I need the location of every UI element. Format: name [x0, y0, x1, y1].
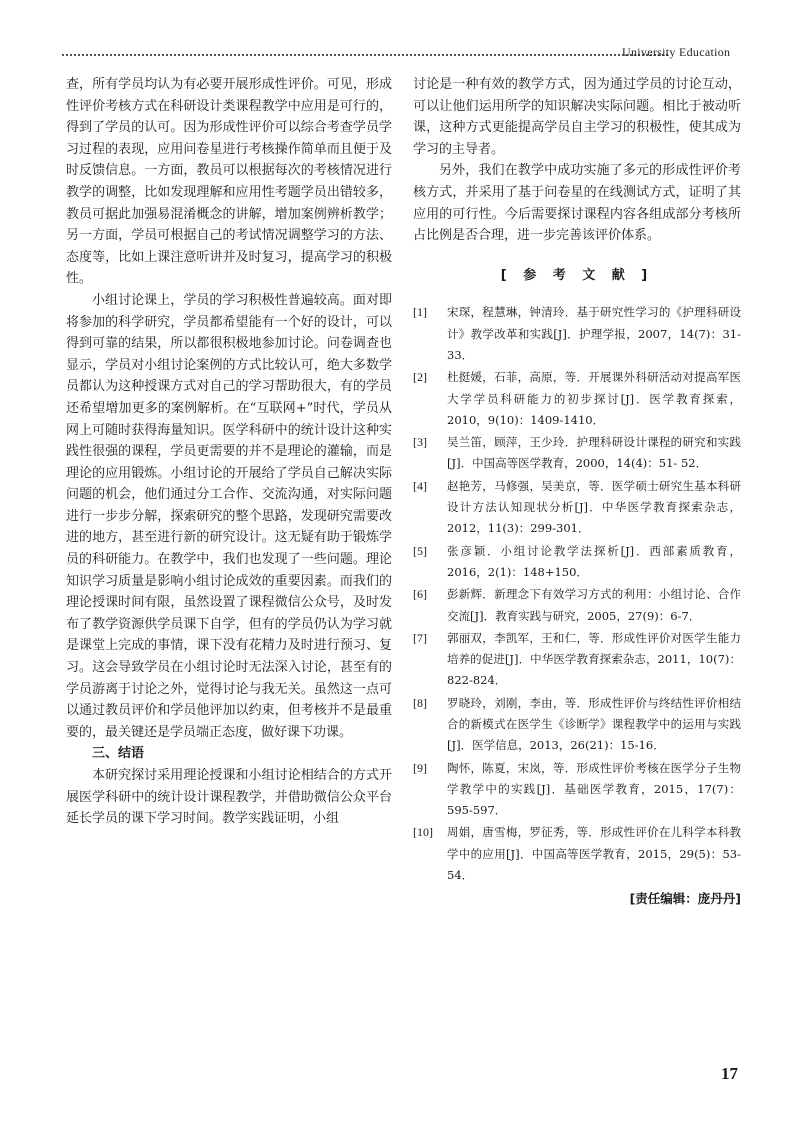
reference-item — [413, 758, 741, 822]
reference-number: [10] — [413, 825, 433, 840]
reference-number: [1] — [413, 305, 427, 320]
section-heading: 三、结语 — [92, 746, 145, 762]
reference-text: 彭新辉．新理念下有效学习方式的利用：小组讨论、合作交流[J]．教育实践与研究，2005，27(9)：6-7． — [447, 587, 741, 623]
paragraph: 讨论是一种有效的教学方式，因为通过学员的讨论互动，可以让他们运用所学的知识解决实际问题。相比于被动听课，这种方式更能提高学员自主学习的积极性，使其成为学习的主导者。 — [413, 77, 741, 157]
reference-number: [7] — [413, 630, 427, 645]
paragraph: 本研究探讨采用理论授课和小组讨论相结合的方式开展医学科研中的统计设计课程教学，并借助微信公众平台延长学员的课下学习时间。教学实践证明，小组 — [66, 768, 392, 827]
reference-number: [3] — [413, 435, 427, 450]
paragraph: 小组讨论课上，学员的学习积极性普遍较高。面对即将参加的科学研究，学员都希望能有一个好的设计，可以得到可靠的结果，所以都很积极地参加讨论。问卷调查也显示，学员对小组讨论案例的方式比较认可，绝大多数学员都认为这种授课方式对自己的学习帮助很大，有的学员还希望增加更多的案例解析。在“互联网+”时代，学员从网上可随时获得海量知识。医学科研中的统计设计这种实践性很强的课程，学员更需要的并不是理论的灌输，而是理论的应用锻炼。小组讨论的开展给了学员自己解决实际问题的机会，他们通过分工合作、交流沟通，对实际问题进行一步步分解，探索研究的整个思路，发现研究需要改进的地方，甚至进行新的研究设计。这无疑有助于锻炼学员的科研能力。在教学中，我们也发现了一些问题。理论知识学习质量是影响小组讨论成效的重要因素。而我们的理论授课时间有限，虽然设置了课程微信公众号，及时发布了教学资源供学员课下自学，但有的学员仍认为学习就是课堂上完成的事情，课下没有花精力及时进行预习、复习。这会导致学员在小组讨论时无法深入讨论，甚至有的学员游离于讨论之外，觉得讨论与我无关。虽然这一点可以通过教员评价和学员他评加以约束，但考核并不是最重要的，最关键还是学员端正态度，做好课下功课。 — [66, 292, 392, 740]
reference-number: [8] — [413, 695, 427, 710]
reference-item — [413, 822, 741, 886]
reference-text: 赵艳芳，马修强，吴美京，等．医学硕士研究生基本科研设计方法认知现状分析[J]．中华医学教育探索杂志，2012，11(3)：299-301． — [447, 478, 741, 536]
header-dotted-rule — [62, 54, 668, 56]
responsible-editor: [责任编辑：庞丹丹] — [629, 891, 741, 907]
reference-text: 陶怀，陈夏，宋岚，等．形成性评价考核在医学分子生物学教学中的实践[J]．基础医学教育，2015，17(7)：595-597． — [447, 760, 741, 818]
reference-text: 吴兰笛，顾萍，王少玲．护理科研设计课程的研究和实践[J]．中国高等医学教育，2000，14(4)：51- 52． — [447, 435, 741, 471]
journal-name: University Education — [622, 45, 731, 59]
reference-number: [4] — [413, 478, 427, 493]
reference-text: 杜挺媛，石菲，高原，等．开展课外科研活动对提高军医大学学员科研能力的初步探讨[J]．医学教育探索，2010，9(10)：1409-1410． — [447, 370, 741, 427]
paragraph: 查，所有学员均认为有必要开展形成性评价。可见，形成性评价考核方式在科研设计类课程教学中应用是可行的，得到了学员的认可。因为形成性评价可以综合考查学员学习过程的表现，应用问卷星进行考核操作简单而且便于及时反馈信息。一方面，教员可以根据每次的考核情况进行教学的调整，比如发现理解和应用性考题学员出错较多，教员可据此加强易混淆概念的讲解，增加案例辨析教学；另一方面，学员可根据自己的考试情况调整学习的方法、态度等，比如上课注意听讲并及时复习，提高学习的积极性。 — [66, 77, 392, 287]
reference-text: 郭丽双，李凯军，王和仁，等．形成性评价对医学生能力培养的促进[J]．中华医学教育探索杂志，2011，10(7)：822-824． — [447, 630, 741, 688]
reference-item — [413, 476, 741, 540]
reference-item — [413, 541, 741, 584]
left-column — [66, 74, 392, 830]
reference-text: 罗晓玲，刘刚，李由，等．形成性评价与终结性评价相结合的新模式在医学生《诊断学》课程教学中的运用与实践[J]．医学信息，2013，26(21)：15-16． — [447, 695, 741, 753]
reference-item — [413, 628, 741, 692]
reference-item — [413, 302, 741, 366]
reference-text: 宋琛，程慧琳，钟清玲．基于研究性学习的《护理科研设计》教学改革和实践[J]．护理学报，2007，14(7)：31-33． — [447, 305, 741, 362]
reference-item — [413, 584, 741, 627]
reference-number: [2] — [413, 370, 427, 385]
page-number: 17 — [721, 1064, 738, 1083]
paragraph: 另外，我们在教学中成功实施了多元的形成性评价考核方式，并采用了基于问卷星的在线测试方式，证明了其应用的可行性。今后需要探讨课程内容各组成部分考核所占比例是否合理，进一步完善该评价体系。 — [413, 163, 741, 244]
references-title: [ 参 考 文 献 ] — [500, 267, 654, 283]
reference-number: [5] — [413, 543, 427, 558]
right-column — [413, 74, 741, 910]
reference-text: 张彦颖．小组讨论教学法探析[J]．西部素质教育，2016，2(1)：148+150． — [447, 543, 741, 579]
reference-text: 周娟，唐雪梅，罗征秀，等．形成性评价在儿科学本科教学中的应用[J]．中国高等医学教育，2015，29(5)：53-54． — [447, 825, 741, 883]
reference-number: [9] — [413, 760, 427, 775]
reference-number: [6] — [413, 587, 427, 602]
reference-item — [413, 367, 741, 431]
reference-item — [413, 432, 741, 475]
references-list — [413, 302, 741, 886]
reference-item — [413, 693, 741, 757]
